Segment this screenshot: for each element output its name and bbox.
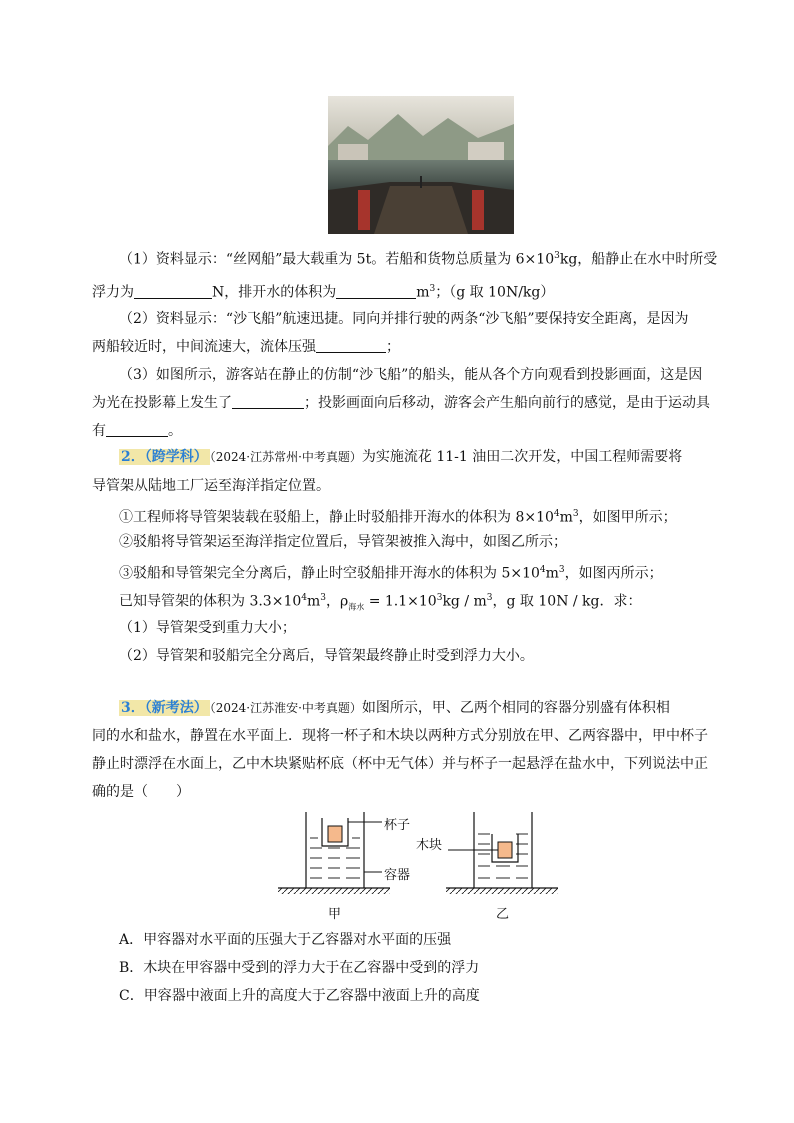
q1-text-f: ；（g 取 10N/kg）	[435, 284, 555, 301]
problem2-step2	[119, 533, 567, 551]
q1-sup2: 3	[429, 284, 436, 294]
problem2-intro-a: 为实施流花 11-1 油田二次开发，中国工程师需要将	[361, 449, 683, 465]
answer-blank-buoyancy[interactable]	[134, 284, 212, 299]
problem3-line3	[92, 755, 708, 773]
answer-blank-volume[interactable]	[336, 284, 416, 299]
containers-figure	[278, 808, 568, 923]
problem2-known	[119, 589, 642, 616]
answer-blank-reflection[interactable]	[232, 394, 304, 409]
q1-text-d: N，排开水的体积为	[212, 284, 337, 301]
step2-text: ②驳船将导管架运至海洋指定位置后，导管架被推入海中，如图乙所示；	[119, 534, 567, 550]
option-c[interactable]	[119, 987, 480, 1005]
answer-blank-relativity[interactable]	[106, 422, 168, 437]
step1-sup2: 3	[572, 509, 579, 519]
q2-line1	[119, 310, 689, 328]
known-sup3: 3	[436, 593, 443, 603]
known-sub: 海水	[348, 602, 365, 612]
known-text-d: = 1.1×10	[364, 593, 437, 610]
step1-text-b: m	[559, 509, 573, 526]
problem2-source: （2024·江苏常州·中考真题）	[209, 450, 362, 464]
boat-scene-illustration	[328, 96, 514, 234]
problem3-line4	[92, 783, 190, 801]
wood-block-jia	[328, 826, 342, 842]
label-yi: 乙	[496, 907, 510, 922]
ask2-text: （2）导管架和驳船完全分离后，导管架最终静止时受到浮力大小。	[119, 648, 534, 664]
problem3-text-c: 静止时漂浮在水面上，乙中木块紧贴杯底（杯中无气体）并与杯子一起悬浮在盐水中，下列说法中正	[92, 756, 708, 772]
problem2-ask2	[119, 647, 534, 665]
q1-text-b: kg，船静止在水中时所受	[559, 251, 718, 268]
known-sup2: 3	[320, 593, 327, 603]
step3-text-c: ，如图丙所示；	[564, 565, 663, 582]
q1-line1	[119, 247, 717, 269]
problem3-text-a: 如图所示，甲、乙两个相同的容器分别盛有体积相	[361, 700, 670, 716]
container-diagram	[278, 808, 568, 923]
q1-text-c: 浮力为	[92, 284, 134, 301]
option-a-text: A．甲容器对水平面的压强大于乙容器对水平面的压强	[119, 932, 452, 948]
label-container: 容器	[384, 868, 411, 883]
option-c-text: C．甲容器中液面上升的高度大于乙容器中液面上升的高度	[119, 988, 480, 1004]
q3-text-b: 为光在投影幕上发生了	[92, 395, 232, 411]
problem3-line2	[92, 727, 708, 745]
label-jia: 甲	[328, 907, 342, 922]
label-cup: 杯子	[384, 818, 411, 833]
problem3-text-b: 同的水和盐水，静置在水平面上．现将一杯子和木块以两种方式分别放在甲、乙两容器中，甲中杯子	[92, 728, 708, 744]
option-a[interactable]	[119, 931, 451, 949]
q2-text-b: 两船较近时，中间流速大，流体压强	[92, 339, 316, 355]
known-text-f: ，g 取 10N / kg．求：	[492, 593, 642, 610]
label-wood: 木块	[416, 838, 443, 853]
q1-sup: 3	[554, 251, 560, 261]
q1-line2	[92, 280, 554, 302]
q1-text-a: （1）资料显示：“丝网船”最大载重为 5t。若船和货物总质量为 6×10	[119, 251, 555, 268]
problem2-header	[119, 448, 682, 466]
step1-text-a: ①工程师将导管架装载在驳船上，静止时驳船排开海水的体积为 8×10	[119, 509, 554, 526]
problem2-number-tag: 2．（跨学科）	[121, 449, 208, 465]
q3-text-e: 。	[168, 423, 182, 439]
known-text-a: 已知导管架的体积为 3.3×10	[119, 593, 302, 610]
problem2-ask1	[119, 619, 296, 637]
step3-text-b: m	[545, 565, 559, 582]
step3-sup2: 3	[558, 565, 565, 575]
answer-blank-pressure[interactable]	[316, 338, 386, 353]
q3-line1	[119, 366, 702, 384]
step1-text-c: ，如图甲所示；	[578, 509, 677, 526]
known-text-e: kg / m	[442, 593, 487, 610]
q2-line2	[92, 338, 400, 356]
q2-text-c: ；	[386, 339, 400, 355]
step3-text-a: ③驳船和导管架完全分离后，静止时空驳船排开海水的体积为 5×10	[119, 565, 540, 582]
q3-text-a: （3）如图所示，游客站在静止的仿制“沙飞船”的船头，能从各个方向观看到投影画面，这是因	[119, 367, 703, 383]
option-b[interactable]	[119, 959, 479, 977]
step3-sup: 4	[539, 565, 546, 575]
q1-text-e: m	[416, 284, 430, 301]
wood-block-yi	[498, 842, 512, 858]
q3-line3	[92, 422, 182, 440]
q2-text-a: （2）资料显示：“沙飞船”航速迅捷。同向并排行驶的两条“沙飞船”要保持安全距离，是因为	[119, 311, 689, 327]
container-jia	[278, 812, 390, 894]
option-b-text: B．木块在甲容器中受到的浮力大于在乙容器中受到的浮力	[119, 960, 480, 976]
problem2-intro-b: 导管架从陆地工厂运至海洋指定位置。	[92, 478, 330, 494]
problem3-header	[119, 699, 670, 717]
problem2-intro-line2	[92, 477, 330, 495]
problem3-text-d: 确的是（ ）	[92, 784, 190, 800]
q3-text-c: ；投影画面向后移动，游客会产生船向前行的感觉，是由于运动具	[304, 395, 710, 411]
known-sup: 4	[301, 593, 307, 603]
known-sup4: 3	[486, 593, 493, 603]
problem2-step1	[119, 505, 677, 527]
problem3-source: （2024·江苏淮安·中考真题）	[209, 701, 362, 715]
known-text-c: ，ρ	[326, 593, 349, 610]
q3-line2	[92, 394, 710, 412]
boat-projection-photo	[328, 96, 514, 234]
problem2-step3	[119, 561, 663, 583]
known-text-b: m	[307, 593, 321, 610]
ask1-text: （1）导管架受到重力大小；	[119, 620, 296, 636]
q3-text-d: 有	[92, 423, 106, 439]
step1-sup: 4	[553, 509, 560, 519]
problem3-number-tag: 3．（新考法）	[121, 700, 208, 716]
container-yi	[446, 812, 558, 894]
